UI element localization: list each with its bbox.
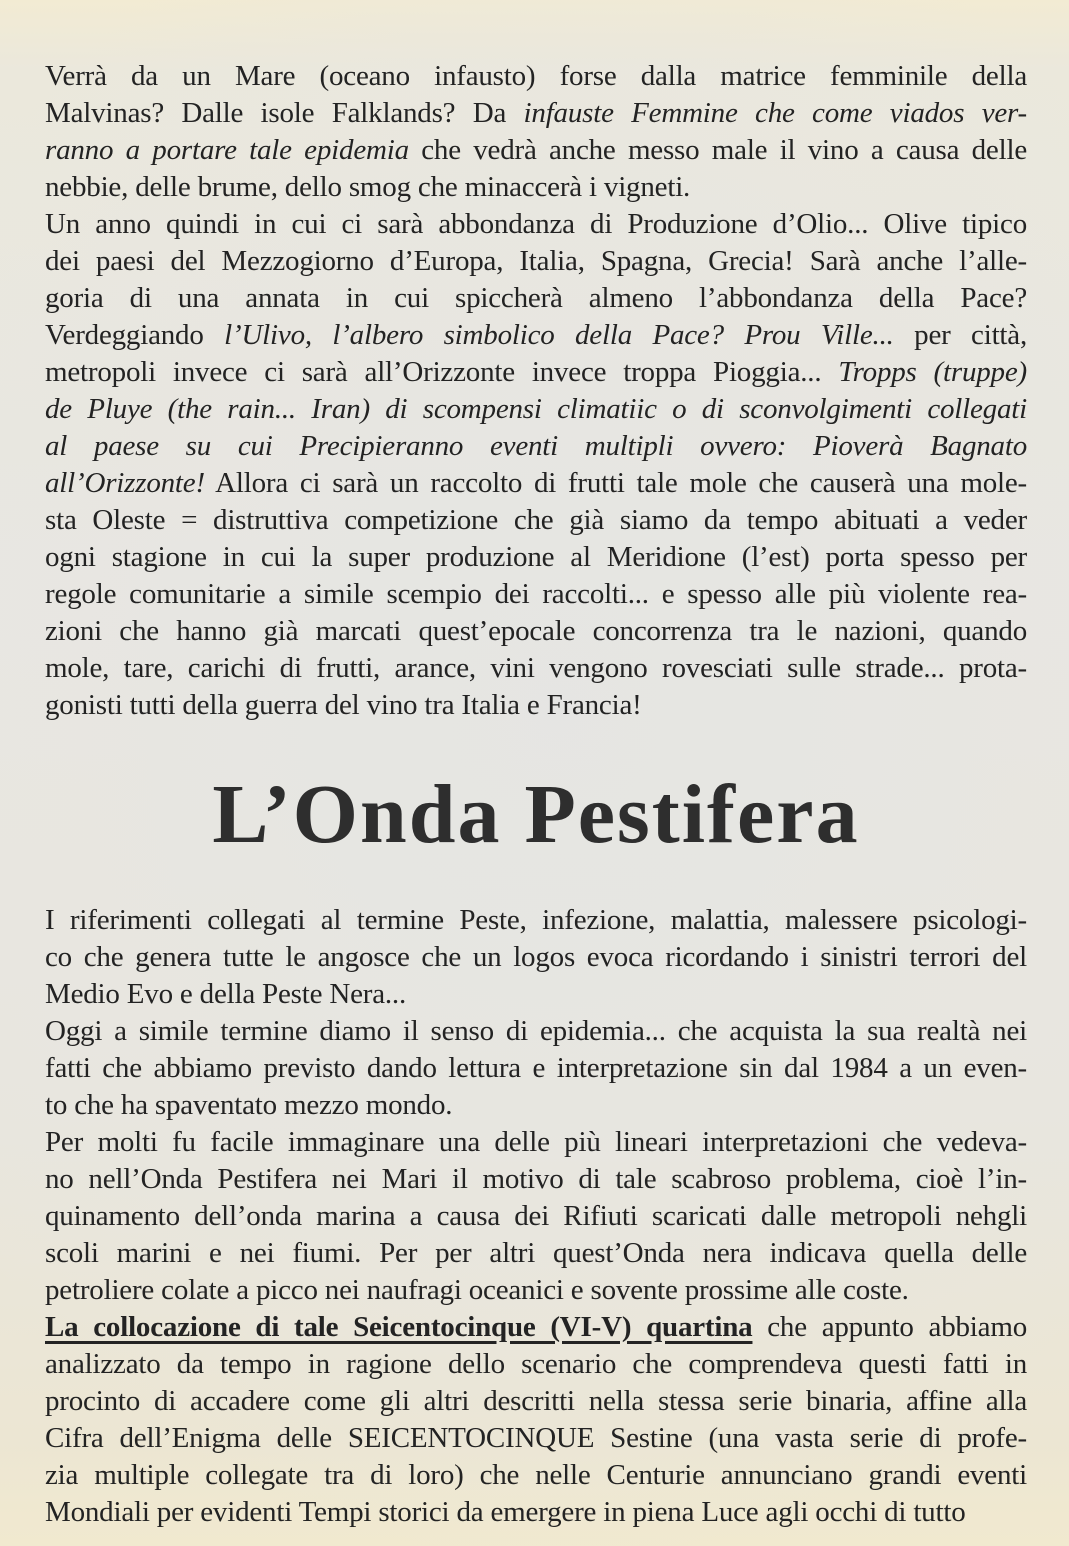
paragraph xyxy=(45,1013,1027,1124)
text-line xyxy=(45,613,1027,650)
text-line xyxy=(45,1457,1027,1494)
text-line xyxy=(45,465,1027,502)
text-run: goria di una annata in cui spiccherà almeno l’abbondanza della Pace? xyxy=(45,282,1027,314)
text-line xyxy=(45,317,1027,354)
text-line xyxy=(45,95,1027,132)
text-line xyxy=(45,902,1027,939)
text-run: che vedrà anche messo male il vino a causa delle xyxy=(408,134,1027,166)
text-run: quinamento dell’onda marina a causa dei Rifiuti scaricati dalle metropoli nehgli xyxy=(45,1200,1027,1232)
text-line xyxy=(45,1272,1027,1309)
text-line xyxy=(45,1420,1027,1457)
text-line xyxy=(45,428,1027,465)
text-line xyxy=(45,1198,1027,1235)
text-run: Verrà da un Mare (oceano infausto) forse dalla matrice femminile della xyxy=(45,60,1027,92)
text-line xyxy=(45,280,1027,317)
text-run: Allora ci sarà un raccolto di frutti tale mole che causerà una mole- xyxy=(204,467,1027,499)
text-run: dei paesi del Mezzogiorno d’Europa, Italia, Spagna, Grecia! Sarà anche l’alle- xyxy=(45,245,1027,277)
text-run: Verdeggiando xyxy=(45,319,225,351)
text-line xyxy=(45,1161,1027,1198)
text-run: no nell’Onda Pestifera nei Mari il motivo di tale scabroso problema, cioè l’in- xyxy=(45,1163,1027,1195)
text-run: scoli marini e nei fiumi. Per per altri quest’Onda nera indicava quella delle xyxy=(45,1237,1027,1269)
text-run: Oggi a simile termine diamo il senso di epidemia... che acquista la sua realtà nei xyxy=(45,1015,1027,1047)
text-run: ogni stagione in cui la super produzione al Meridione (l’est) porta spesso per xyxy=(45,541,1027,573)
text-run: petroliere colate a picco nei naufragi oceanici e sovente prossime alle coste. xyxy=(45,1274,909,1306)
text-run: gonisti tutti della guerra del vino tra Italia e Francia! xyxy=(45,689,642,721)
text-run: l’Ulivo, l’albero simbolico della Pace? Prou Ville... xyxy=(224,319,894,351)
text-run: Tropps (truppe) xyxy=(838,356,1027,388)
text-line xyxy=(45,1309,1027,1346)
text-run: I riferimenti collegati al termine Peste, infezione, malattia, malessere psicologi- xyxy=(45,904,1027,936)
text-run: Medio Evo e della Peste Nera... xyxy=(45,978,407,1010)
text-line xyxy=(45,58,1027,95)
text-run: nebbie, delle brume, dello smog che minaccerà i vigneti. xyxy=(45,171,691,203)
text-line xyxy=(45,243,1027,280)
text-line xyxy=(45,132,1027,169)
text-run: metropoli invece ci sarà all’Orizzonte invece troppa Pioggia... xyxy=(45,356,839,388)
text-run: sta Oleste = distruttiva competizione che già siamo da tempo abituati a veder xyxy=(45,504,1027,536)
text-line xyxy=(45,939,1027,976)
text-run: Per molti fu facile immaginare una delle più lineari interpretazioni che vedeva- xyxy=(45,1126,1027,1158)
paragraph xyxy=(45,1309,1027,1531)
text-line xyxy=(45,1383,1027,1420)
text-line xyxy=(45,650,1027,687)
text-run: to che ha spaventato mezzo mondo. xyxy=(45,1089,453,1121)
text-line xyxy=(45,391,1027,428)
text-run: all’Orizzonte! xyxy=(45,467,205,499)
text-run: zia multiple collegate tra di loro) che nelle Centurie annunciano grandi eventi xyxy=(45,1459,1027,1491)
text-run: Un anno quindi in cui ci sarà abbondanza di Produzione d’Olio... Olive tipico xyxy=(45,208,1027,240)
paragraph xyxy=(45,1124,1027,1309)
text-run: de Pluye (the rain... Iran) di scompensi climatiic o di sconvolgimenti collegati xyxy=(45,393,1027,425)
text-line xyxy=(45,502,1027,539)
text-line xyxy=(45,1494,1027,1531)
text-line xyxy=(45,1124,1027,1161)
text-run: Cifra dell’Enigma delle SEICENTOCINQUE Sestine (una vasta serie di profe- xyxy=(45,1422,1027,1454)
text-run: per città, xyxy=(893,319,1027,351)
text-line xyxy=(45,1235,1027,1272)
text-run: al paese su cui Precipieranno eventi multipli ovvero: Pioverà Bagnato xyxy=(45,430,1027,462)
text-run: co che genera tutte le angosce che un logos evoca ricordando i sinistri terrori del xyxy=(45,941,1027,973)
text-run: Malvinas? Dalle isole Falklands? Da xyxy=(45,97,524,129)
text-run: zioni che hanno già marcati quest’epocale concorrenza tra le nazioni, quando xyxy=(45,615,1027,647)
text-line xyxy=(45,539,1027,576)
text-line xyxy=(45,169,1027,206)
text-run: Mondiali per evidenti Tempi storici da emergere in piena Luce agli occhi di tutto xyxy=(45,1496,966,1528)
text-line xyxy=(45,576,1027,613)
text-line xyxy=(45,1050,1027,1087)
paragraph xyxy=(45,902,1027,1013)
text-line xyxy=(45,687,1027,724)
text-run: che appunto abbiamo xyxy=(752,1311,1027,1343)
text-line xyxy=(45,1087,1027,1124)
text-block-top xyxy=(45,58,1027,724)
text-run: ranno a portare tale epidemia xyxy=(45,134,409,166)
text-line xyxy=(45,354,1027,391)
text-column xyxy=(45,58,1027,1531)
text-run: fatti che abbiamo previsto dando lettura e interpretazione sin dal 1984 a un even- xyxy=(45,1052,1027,1084)
text-block-bottom xyxy=(45,902,1027,1531)
text-line xyxy=(45,1346,1027,1383)
page-heading: L’Onda Pestifera xyxy=(212,768,860,861)
text-run: regole comunitarie a simile scempio dei raccolti... e spesso alle più violente rea- xyxy=(45,578,1027,610)
text-run: La collocazione di tale Seicentocinque (VI-V) quartina xyxy=(45,1311,753,1343)
text-line xyxy=(45,206,1027,243)
text-run: procinto di accadere come gli altri descritti nella stessa serie binaria, affine alla xyxy=(45,1385,1027,1417)
paragraph xyxy=(45,58,1027,206)
text-line xyxy=(45,1013,1027,1050)
paragraph xyxy=(45,206,1027,724)
text-run: analizzato da tempo in ragione dello scenario che comprendeva questi fatti in xyxy=(45,1348,1027,1380)
text-line xyxy=(45,976,1027,1013)
text-run: mole, tare, carichi di frutti, arance, vini vengono rovesciati sulle strade... prota- xyxy=(45,652,1027,684)
text-run: infauste Femmine che come viados ver- xyxy=(523,97,1027,129)
